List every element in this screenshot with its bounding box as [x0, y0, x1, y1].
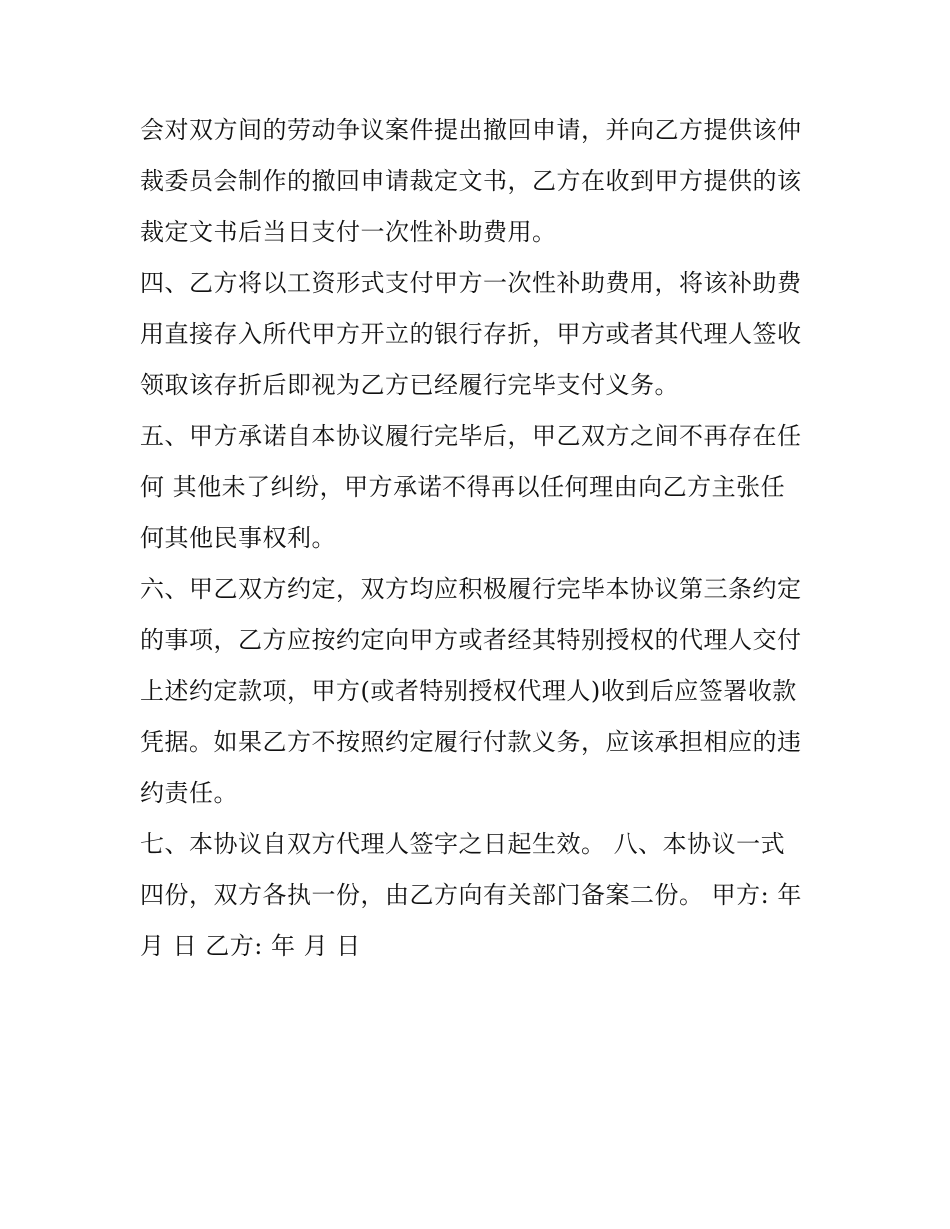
text-line: 四份，双方各执一份，由乙方向有关部门备案二份。 甲方: 年 — [140, 881, 802, 909]
text-line: 上述约定款项，甲方(或者特别授权代理人)收到后应签署收款 — [140, 677, 797, 705]
text-line: 裁定文书后当日支付一次性补助费用。 — [140, 218, 557, 246]
text-line: 约责任。 — [140, 779, 238, 807]
text-line: 四、乙方将以工资形式支付甲方一次性补助费用，将该补助费 — [140, 269, 802, 297]
text-line: 月 日 乙方: 年 月 日 — [140, 932, 361, 960]
text-line: 凭据。如果乙方不按照约定履行付款义务，应该承担相应的违 — [140, 728, 802, 756]
text-line: 裁委员会制作的撤回申请裁定文书，乙方在收到甲方提供的该 — [140, 167, 802, 195]
document-body — [140, 105, 820, 972]
text-line: 的事项，乙方应按约定向甲方或者经其特别授权的代理人交付 — [140, 626, 802, 654]
text-line: 用直接存入所代甲方开立的银行存折，甲方或者其代理人签收 — [140, 320, 802, 348]
text-line: 五、甲方承诺自本协议履行完毕后，甲乙双方之间不再存在任 — [140, 422, 802, 450]
text-line: 何其他民事权利。 — [140, 524, 336, 552]
text-line: 七、本协议自双方代理人签字之日起生效。 八、本协议一式 — [140, 830, 786, 858]
text-line: 六、甲乙双方约定，双方均应积极履行完毕本协议第三条约定 — [140, 575, 802, 603]
text-line: 领取该存折后即视为乙方已经履行完毕支付义务。 — [140, 371, 679, 399]
text-line: 会对双方间的劳动争议案件提出撤回申请，并向乙方提供该仲 — [140, 116, 802, 144]
text-line: 何 其他未了纠纷，甲方承诺不得再以任何理由向乙方主张任 — [140, 473, 786, 501]
